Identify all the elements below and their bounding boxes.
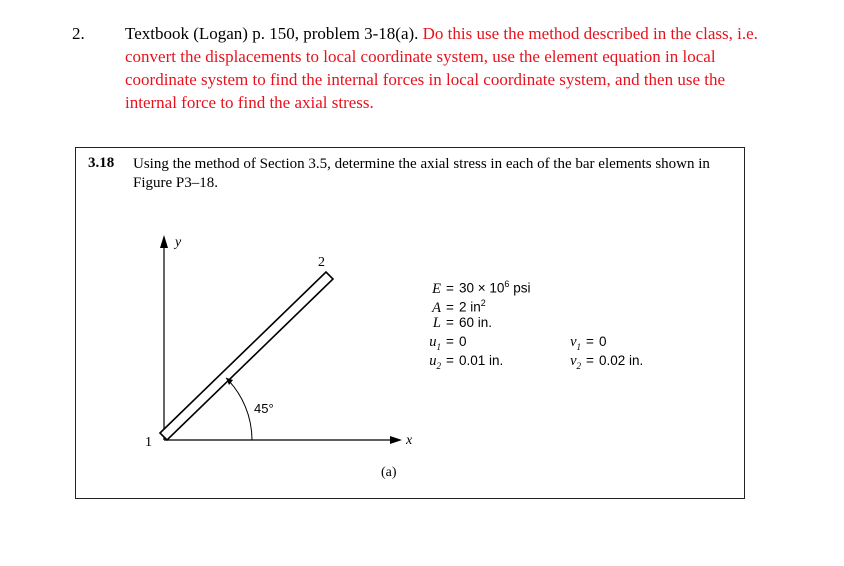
y-axis-label: y: [175, 235, 182, 250]
x-axis-label: x: [406, 433, 413, 448]
prop-L: L = 60 in.: [432, 315, 493, 331]
prop-E: $E = 30 \times 10^6$ psi: [432, 279, 531, 297]
question-number: 2.: [72, 24, 85, 43]
problem-text: Using the method of Section 3.5, determine the axial stress in each of the bar elements shown in Figure P3–18.: [133, 156, 710, 191]
prop-v1: $v_1 = 0$: [570, 334, 607, 352]
prop-v2: $v_2 = 0.02$ in.: [570, 353, 644, 371]
angle-arc: [226, 378, 252, 440]
prop-u2-v2: $u_2 = 0.01$ in. $v_2 = 0.02$ in.: [427, 351, 530, 370]
x-axis-arrow: [390, 436, 402, 444]
y-axis-arrow: [160, 235, 168, 248]
node-1-label: 1: [145, 435, 152, 450]
material-properties: [427, 275, 644, 371]
figure-caption: (a): [381, 465, 397, 480]
angle-label: 45°: [254, 401, 274, 416]
question-text-black: Textbook (Logan) p. 150, problem 3-18(a).: [125, 24, 419, 43]
bar-element: [160, 272, 333, 440]
node-2-label: 2: [318, 255, 325, 270]
question-text-red: Do this use the method described in the class, i.e. convert the displacements to local coordinate system, use the element equation in local coordinate system to find the internal forces in local coordinate system, and then use the internal force to find the axial stress.: [125, 24, 758, 112]
prop-A: A = 2 $in^2$: [432, 298, 486, 316]
prop-u1-v1: $u_1 = 0$ $v_1 = 0$: [427, 332, 530, 351]
problem-number: 3.18: [88, 155, 115, 171]
